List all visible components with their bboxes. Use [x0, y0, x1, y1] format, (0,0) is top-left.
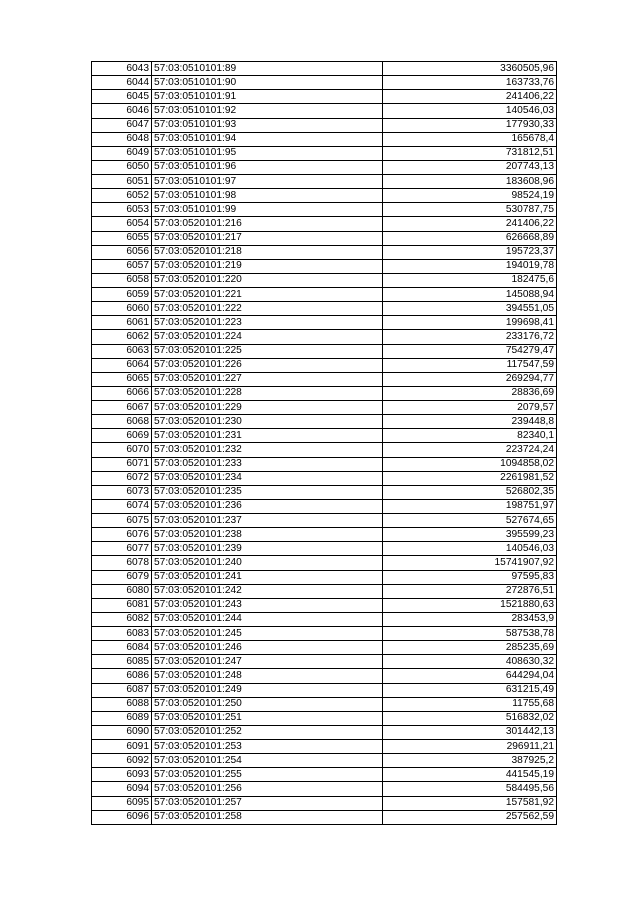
cadastral-value-cell: 28836,69 — [383, 386, 557, 400]
cadastral-number-cell: 57:03:0520101:232 — [152, 443, 383, 457]
row-number-cell: 6057 — [92, 259, 152, 273]
cadastral-value-table — [91, 61, 557, 825]
cadastral-number-cell: 57:03:0520101:219 — [152, 259, 383, 273]
cadastral-number-cell: 57:03:0510101:89 — [152, 62, 383, 76]
cadastral-number-cell: 57:03:0520101:253 — [152, 740, 383, 754]
cadastral-value-cell: 140546,03 — [383, 104, 557, 118]
cadastral-value-cell: 644294,04 — [383, 669, 557, 683]
cadastral-number-cell: 57:03:0520101:247 — [152, 655, 383, 669]
table-row — [92, 259, 557, 273]
cadastral-value-cell: 207743,13 — [383, 160, 557, 174]
cadastral-value-cell: 157581,92 — [383, 796, 557, 810]
row-number-cell: 6089 — [92, 711, 152, 725]
cadastral-value-cell: 182475,6 — [383, 273, 557, 287]
table-row — [92, 570, 557, 584]
cadastral-value-cell: 283453,9 — [383, 612, 557, 626]
cadastral-number-cell: 57:03:0520101:221 — [152, 288, 383, 302]
cadastral-value-cell: 516832,02 — [383, 711, 557, 725]
table-row — [92, 740, 557, 754]
row-number-cell: 6043 — [92, 62, 152, 76]
table-row — [92, 90, 557, 104]
table-body — [92, 62, 557, 825]
cadastral-value-cell: 257562,59 — [383, 810, 557, 824]
cadastral-value-cell: 1094858,02 — [383, 457, 557, 471]
cadastral-number-cell: 57:03:0520101:222 — [152, 302, 383, 316]
cadastral-number-cell: 57:03:0510101:96 — [152, 160, 383, 174]
cadastral-value-cell: 239448,8 — [383, 415, 557, 429]
row-number-cell: 6047 — [92, 118, 152, 132]
row-number-cell: 6045 — [92, 90, 152, 104]
cadastral-value-cell: 754279,47 — [383, 344, 557, 358]
cadastral-value-cell: 394551,05 — [383, 302, 557, 316]
row-number-cell: 6069 — [92, 429, 152, 443]
row-number-cell: 6082 — [92, 612, 152, 626]
table-row — [92, 542, 557, 556]
cadastral-number-cell: 57:03:0520101:242 — [152, 584, 383, 598]
table-row — [92, 344, 557, 358]
cadastral-number-cell: 57:03:0520101:250 — [152, 697, 383, 711]
cadastral-number-cell: 57:03:0520101:216 — [152, 217, 383, 231]
row-number-cell: 6090 — [92, 725, 152, 739]
row-number-cell: 6080 — [92, 584, 152, 598]
row-number-cell: 6046 — [92, 104, 152, 118]
cadastral-value-cell: 194019,78 — [383, 259, 557, 273]
row-number-cell: 6064 — [92, 358, 152, 372]
cadastral-number-cell: 57:03:0520101:258 — [152, 810, 383, 824]
cadastral-value-cell: 165678,4 — [383, 132, 557, 146]
table-row — [92, 175, 557, 189]
table-row — [92, 118, 557, 132]
cadastral-value-cell: 387925,2 — [383, 754, 557, 768]
cadastral-value-cell: 15741907,92 — [383, 556, 557, 570]
cadastral-value-cell: 731812,51 — [383, 146, 557, 160]
row-number-cell: 6044 — [92, 76, 152, 90]
table-row — [92, 76, 557, 90]
row-number-cell: 6096 — [92, 810, 152, 824]
cadastral-value-cell: 183608,96 — [383, 175, 557, 189]
row-number-cell: 6060 — [92, 302, 152, 316]
row-number-cell: 6068 — [92, 415, 152, 429]
cadastral-number-cell: 57:03:0520101:225 — [152, 344, 383, 358]
table-row — [92, 485, 557, 499]
row-number-cell: 6072 — [92, 471, 152, 485]
table-row — [92, 273, 557, 287]
cadastral-number-cell: 57:03:0520101:254 — [152, 754, 383, 768]
cadastral-value-cell: 3360505,96 — [383, 62, 557, 76]
cadastral-number-cell: 57:03:0520101:237 — [152, 514, 383, 528]
row-number-cell: 6074 — [92, 499, 152, 513]
table-row — [92, 443, 557, 457]
cadastral-value-cell: 1521880,63 — [383, 598, 557, 612]
cadastral-number-cell: 57:03:0520101:248 — [152, 669, 383, 683]
cadastral-value-cell: 11755,68 — [383, 697, 557, 711]
row-number-cell: 6055 — [92, 231, 152, 245]
cadastral-value-cell: 2079,57 — [383, 401, 557, 415]
cadastral-value-cell: 2261981,52 — [383, 471, 557, 485]
cadastral-value-cell: 82340,1 — [383, 429, 557, 443]
cadastral-value-cell: 526802,35 — [383, 485, 557, 499]
table-row — [92, 669, 557, 683]
row-number-cell: 6087 — [92, 683, 152, 697]
table-row — [92, 132, 557, 146]
row-number-cell: 6091 — [92, 740, 152, 754]
cadastral-value-cell: 527674,65 — [383, 514, 557, 528]
row-number-cell: 6051 — [92, 175, 152, 189]
row-number-cell: 6083 — [92, 627, 152, 641]
table-row — [92, 160, 557, 174]
cadastral-number-cell: 57:03:0520101:228 — [152, 386, 383, 400]
row-number-cell: 6086 — [92, 669, 152, 683]
cadastral-value-cell: 145088,94 — [383, 288, 557, 302]
cadastral-value-cell: 98524,19 — [383, 189, 557, 203]
cadastral-number-cell: 57:03:0510101:98 — [152, 189, 383, 203]
row-number-cell: 6066 — [92, 386, 152, 400]
table-row — [92, 612, 557, 626]
cadastral-number-cell: 57:03:0510101:93 — [152, 118, 383, 132]
row-number-cell: 6093 — [92, 768, 152, 782]
cadastral-value-cell: 223724,24 — [383, 443, 557, 457]
cadastral-number-cell: 57:03:0510101:92 — [152, 104, 383, 118]
table-row — [92, 768, 557, 782]
cadastral-value-cell: 530787,75 — [383, 203, 557, 217]
cadastral-value-cell: 626668,89 — [383, 231, 557, 245]
table-row — [92, 627, 557, 641]
table-row — [92, 499, 557, 513]
row-number-cell: 6067 — [92, 401, 152, 415]
row-number-cell: 6076 — [92, 528, 152, 542]
row-number-cell: 6071 — [92, 457, 152, 471]
table-row — [92, 725, 557, 739]
table-row — [92, 697, 557, 711]
cadastral-number-cell: 57:03:0520101:249 — [152, 683, 383, 697]
table-row — [92, 514, 557, 528]
cadastral-number-cell: 57:03:0510101:94 — [152, 132, 383, 146]
cadastral-value-cell: 97595,83 — [383, 570, 557, 584]
row-number-cell: 6077 — [92, 542, 152, 556]
row-number-cell: 6058 — [92, 273, 152, 287]
cadastral-number-cell: 57:03:0520101:230 — [152, 415, 383, 429]
cadastral-number-cell: 57:03:0520101:226 — [152, 358, 383, 372]
cadastral-value-cell: 241406,22 — [383, 90, 557, 104]
cadastral-value-cell: 301442,13 — [383, 725, 557, 739]
cadastral-number-cell: 57:03:0520101:231 — [152, 429, 383, 443]
row-number-cell: 6061 — [92, 316, 152, 330]
cadastral-number-cell: 57:03:0520101:252 — [152, 725, 383, 739]
cadastral-number-cell: 57:03:0520101:224 — [152, 330, 383, 344]
row-number-cell: 6094 — [92, 782, 152, 796]
row-number-cell: 6056 — [92, 245, 152, 259]
cadastral-number-cell: 57:03:0520101:218 — [152, 245, 383, 259]
cadastral-number-cell: 57:03:0520101:255 — [152, 768, 383, 782]
cadastral-value-cell: 631215,49 — [383, 683, 557, 697]
table-row — [92, 358, 557, 372]
row-number-cell: 6053 — [92, 203, 152, 217]
row-number-cell: 6085 — [92, 655, 152, 669]
row-number-cell: 6054 — [92, 217, 152, 231]
cadastral-number-cell: 57:03:0520101:238 — [152, 528, 383, 542]
table-row — [92, 415, 557, 429]
table-row — [92, 330, 557, 344]
table-row — [92, 810, 557, 824]
row-number-cell: 6063 — [92, 344, 152, 358]
cadastral-number-cell: 57:03:0520101:246 — [152, 641, 383, 655]
cadastral-number-cell: 57:03:0520101:257 — [152, 796, 383, 810]
cadastral-value-cell: 117547,59 — [383, 358, 557, 372]
cadastral-value-cell: 199698,41 — [383, 316, 557, 330]
cadastral-number-cell: 57:03:0520101:243 — [152, 598, 383, 612]
table-row — [92, 62, 557, 76]
table-row — [92, 796, 557, 810]
table-row — [92, 754, 557, 768]
cadastral-number-cell: 57:03:0520101:234 — [152, 471, 383, 485]
table-row — [92, 655, 557, 669]
row-number-cell: 6065 — [92, 372, 152, 386]
cadastral-number-cell: 57:03:0520101:233 — [152, 457, 383, 471]
table-row — [92, 471, 557, 485]
row-number-cell: 6092 — [92, 754, 152, 768]
table-row — [92, 683, 557, 697]
cadastral-number-cell: 57:03:0510101:90 — [152, 76, 383, 90]
row-number-cell: 6073 — [92, 485, 152, 499]
row-number-cell: 6059 — [92, 288, 152, 302]
cadastral-value-cell: 140546,03 — [383, 542, 557, 556]
table-row — [92, 217, 557, 231]
table-row — [92, 372, 557, 386]
cadastral-number-cell: 57:03:0520101:223 — [152, 316, 383, 330]
cadastral-value-cell: 241406,22 — [383, 217, 557, 231]
cadastral-number-cell: 57:03:0520101:251 — [152, 711, 383, 725]
table-row — [92, 429, 557, 443]
cadastral-number-cell: 57:03:0520101:229 — [152, 401, 383, 415]
table-row — [92, 556, 557, 570]
cadastral-value-cell: 198751,97 — [383, 499, 557, 513]
cadastral-value-cell: 163733,76 — [383, 76, 557, 90]
cadastral-value-cell: 441545,19 — [383, 768, 557, 782]
cadastral-value-cell: 195723,37 — [383, 245, 557, 259]
table-row — [92, 203, 557, 217]
row-number-cell: 6081 — [92, 598, 152, 612]
row-number-cell: 6050 — [92, 160, 152, 174]
table-row — [92, 302, 557, 316]
table-row — [92, 401, 557, 415]
table-row — [92, 104, 557, 118]
row-number-cell: 6052 — [92, 189, 152, 203]
table-row — [92, 245, 557, 259]
cadastral-number-cell: 57:03:0520101:240 — [152, 556, 383, 570]
table-row — [92, 457, 557, 471]
row-number-cell: 6088 — [92, 697, 152, 711]
cadastral-value-cell: 296911,21 — [383, 740, 557, 754]
cadastral-value-cell: 408630,32 — [383, 655, 557, 669]
table-row — [92, 782, 557, 796]
row-number-cell: 6079 — [92, 570, 152, 584]
table-row — [92, 189, 557, 203]
cadastral-value-cell: 272876,51 — [383, 584, 557, 598]
row-number-cell: 6070 — [92, 443, 152, 457]
table-row — [92, 528, 557, 542]
cadastral-number-cell: 57:03:0520101:256 — [152, 782, 383, 796]
cadastral-number-cell: 57:03:0520101:220 — [152, 273, 383, 287]
row-number-cell: 6049 — [92, 146, 152, 160]
row-number-cell: 6084 — [92, 641, 152, 655]
table-row — [92, 584, 557, 598]
row-number-cell: 6078 — [92, 556, 152, 570]
table-row — [92, 146, 557, 160]
cadastral-number-cell: 57:03:0520101:241 — [152, 570, 383, 584]
cadastral-number-cell: 57:03:0510101:95 — [152, 146, 383, 160]
cadastral-number-cell: 57:03:0520101:245 — [152, 627, 383, 641]
cadastral-value-cell: 177930,33 — [383, 118, 557, 132]
cadastral-number-cell: 57:03:0510101:97 — [152, 175, 383, 189]
row-number-cell: 6062 — [92, 330, 152, 344]
cadastral-value-cell: 584495,56 — [383, 782, 557, 796]
cadastral-number-cell: 57:03:0520101:239 — [152, 542, 383, 556]
cadastral-number-cell: 57:03:0520101:236 — [152, 499, 383, 513]
cadastral-number-cell: 57:03:0520101:227 — [152, 372, 383, 386]
cadastral-value-cell: 395599,23 — [383, 528, 557, 542]
cadastral-value-cell: 285235,69 — [383, 641, 557, 655]
table-row — [92, 598, 557, 612]
cadastral-value-cell: 233176,72 — [383, 330, 557, 344]
table-row — [92, 641, 557, 655]
table-row — [92, 316, 557, 330]
table-row — [92, 231, 557, 245]
row-number-cell: 6048 — [92, 132, 152, 146]
cadastral-value-cell: 269294,77 — [383, 372, 557, 386]
table-row — [92, 288, 557, 302]
cadastral-number-cell: 57:03:0520101:244 — [152, 612, 383, 626]
cadastral-value-cell: 587538,78 — [383, 627, 557, 641]
cadastral-number-cell: 57:03:0510101:99 — [152, 203, 383, 217]
row-number-cell: 6095 — [92, 796, 152, 810]
cadastral-number-cell: 57:03:0520101:235 — [152, 485, 383, 499]
table-row — [92, 711, 557, 725]
table-row — [92, 386, 557, 400]
cadastral-number-cell: 57:03:0510101:91 — [152, 90, 383, 104]
cadastral-number-cell: 57:03:0520101:217 — [152, 231, 383, 245]
row-number-cell: 6075 — [92, 514, 152, 528]
